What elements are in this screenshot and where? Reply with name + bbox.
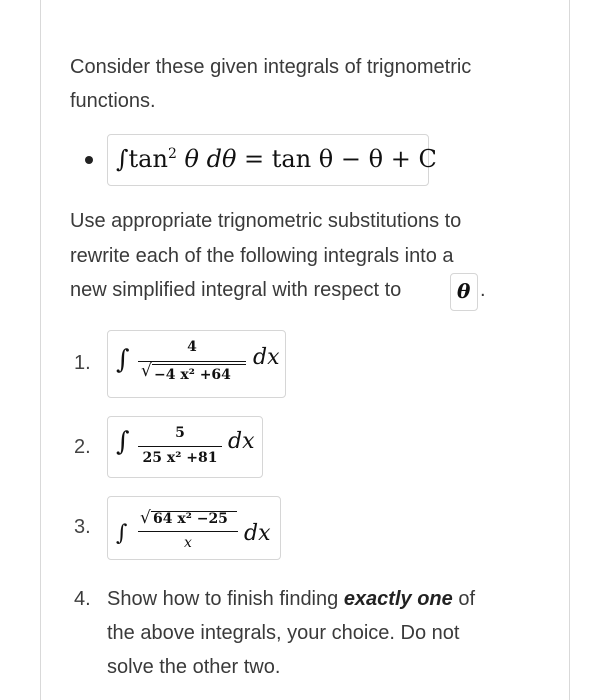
integral-sign: ∫ [116,521,128,546]
instruction-line-1: Use appropriate trignometric substitutions to [70,210,462,232]
fraction-bar [138,446,222,447]
task-4-line-3: solve the other two. [107,656,281,678]
problem-3-dx: dx [244,521,271,546]
tan-func: tan [128,145,168,173]
integral-sign: ∫ [116,427,130,457]
problem-1-numerator: 4 [187,339,197,355]
exponent: 2 [167,146,177,162]
given-result: = tan θ − θ + C [244,145,437,173]
instruction-period: . [480,279,486,301]
problem-1-dx: dx [253,345,280,370]
problem-3-denominator: x [184,535,192,551]
integrand-var: θ dθ [184,145,237,173]
problem-3-box [107,496,281,560]
task-4-line-1 [107,582,475,617]
theta-box [450,273,478,311]
given-integral-box [107,134,437,186]
given-integral [116,145,437,173]
sqrt-vinculum [152,364,246,365]
problem-3-numerator: 64 x² −25 [153,511,228,527]
problem-2-dx: dx [228,429,255,454]
problem-2-number: 2. [74,436,91,458]
bullet-icon [85,156,93,164]
task-4-line-2: the above integrals, your choice. Do not [107,622,460,644]
theta-symbol: θ [457,279,471,303]
integral-sign: ∫ [116,145,129,173]
intro-line-1: Consider these given integrals of trignometric [70,56,472,78]
question-card [40,0,570,700]
problem-1-denominator: −4 x² +64 [154,367,231,383]
task-4-emphasis: exactly one [343,588,453,610]
task-4-number: 4. [74,588,91,610]
problem-1-box [107,330,286,398]
task-4-text-a: Show how to finish finding [107,588,339,610]
instruction-line-2: rewrite each of the following integrals into a [70,245,454,267]
problem-2-box [107,416,263,478]
sqrt-icon: √ [141,361,152,381]
problem-2-numerator: 5 [175,425,185,441]
task-4-text-c: of [458,588,476,610]
fraction-bar [138,361,246,362]
problem-2-denominator: 25 x² +81 [142,450,218,466]
sqrt-icon: √ [140,508,151,528]
intro-line-2: functions. [70,90,156,112]
integral-sign: ∫ [116,345,130,375]
instruction-line-3: new simplified integral with respect to [70,279,402,301]
fraction-bar [138,531,238,532]
problem-3-number: 3. [74,516,91,538]
problem-1-number: 1. [74,352,91,374]
